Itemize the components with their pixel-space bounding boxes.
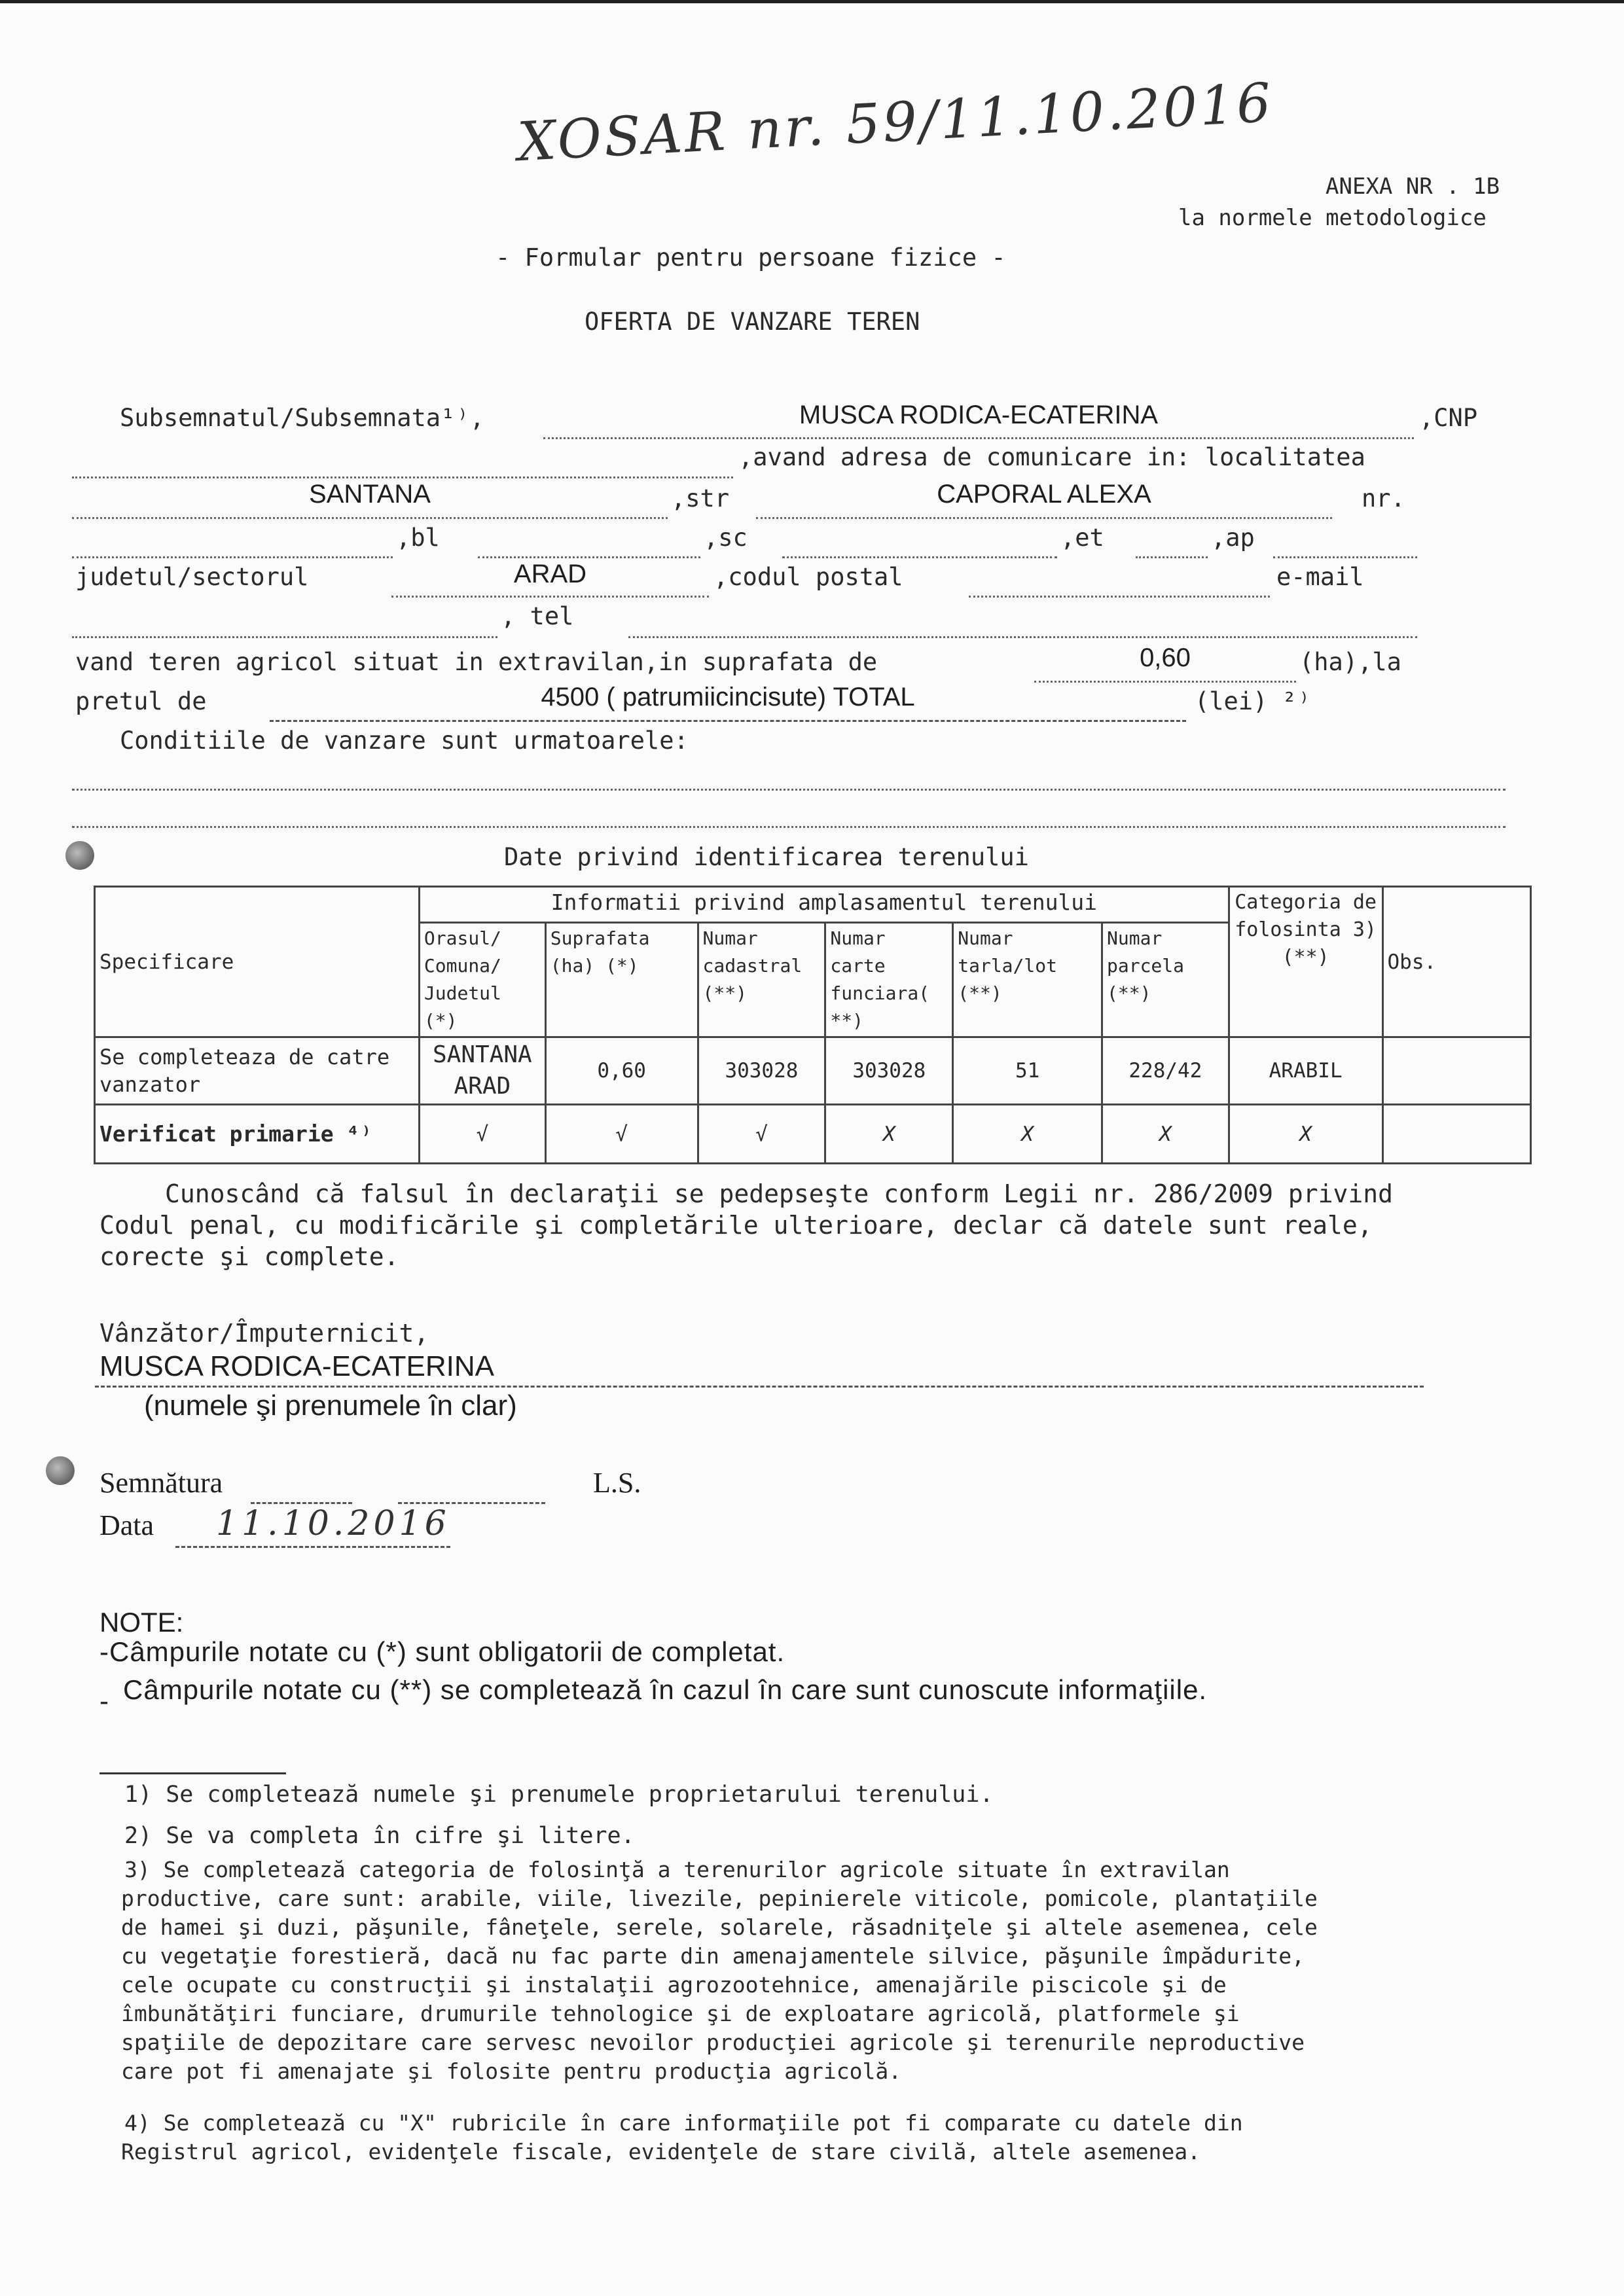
localitatea-field-line (72, 517, 668, 519)
header-obs: Obs. (1382, 887, 1530, 1037)
footnote-separator (99, 1772, 286, 1774)
email-field-line (72, 636, 497, 638)
footnote-4-line-2: Registrul agricol, evidenţele fiscale, evidenţele de stare civilă, altele asemenea. (121, 2139, 1201, 2164)
footnote-1: 1) Se completează numele şi prenumele proprietarului terenului. (124, 1782, 994, 1808)
seller-name-value: MUSCA RODICA-ECATERINA (799, 401, 1159, 429)
label-ha-la: (ha),la (1299, 648, 1401, 676)
cell-orasul: SANTANA ARAD (419, 1037, 545, 1105)
row-vanzator-label: Se completeaza de catre vanzator (95, 1037, 420, 1105)
x-mark-carte-funciara: X (825, 1105, 953, 1164)
cell-parcela: 228/42 (1102, 1037, 1229, 1105)
strada-value: CAPORAL ALEXA (937, 480, 1151, 509)
suprafata-value: 0,60 (1140, 643, 1191, 672)
footnote-3-line-4: cu vegetaţie forestieră, dacă nu fac parte din amenajamentele silvice, păşunile împădurite, (121, 1943, 1305, 1969)
notes-line-2: Câmpurile notate cu (**) se completează în cazul în care sunt cunoscute informaţiile. (123, 1674, 1208, 1705)
localitatea-value: SANTANA (309, 480, 431, 509)
judet-field-line (391, 596, 709, 598)
header-parcela: Numar parcela (**) (1102, 923, 1229, 1037)
label-codul-postal: ,codul postal (713, 563, 903, 591)
footnote-3-line-3: de hamei şi duzi, păşunile, fâneţele, serele, solarele, răsadniţele şi altele asemenea, cele (121, 1914, 1318, 1940)
label-bl: ,bl (396, 524, 440, 552)
cell-tarla-lot: 51 (953, 1037, 1102, 1105)
notes-title: NOTE: (99, 1607, 184, 1638)
nr-field-line (72, 556, 393, 558)
section-title: Date privind identificarea terenului (504, 843, 1029, 871)
cnp-field-line (72, 476, 733, 478)
header-orasul: Orasul/ Comuna/ Judetul (*) (419, 923, 545, 1037)
declaration-line-1: Cunoscând că falsul în declaraţii se pedepseşte conform Legii nr. 286/2009 privind (165, 1179, 1393, 1208)
cell-obs (1382, 1037, 1530, 1105)
x-mark-tarla: X (953, 1105, 1102, 1164)
notes-dash: - (99, 1685, 109, 1716)
header-tarla-lot: Numar tarla/lot (**) (953, 923, 1102, 1037)
form-subtitle: - Formular pentru persoane fizice - (496, 243, 1006, 272)
data-handwritten-value: 11.10.2016 (216, 1504, 450, 1543)
cell-obs-primarie (1382, 1105, 1530, 1164)
notes-line-1: -Câmpurile notate cu (*) sunt obligatorii de completat. (99, 1636, 785, 1667)
label-str: ,str (671, 484, 730, 512)
label-nr: nr. (1362, 484, 1405, 512)
judet-value: ARAD (513, 560, 587, 588)
footnote-4-line-1: 4) Se completează cu "X" rubricile în care informaţiile pot fi comparate cu datele din (124, 2110, 1243, 2136)
footnote-2: 2) Se va completa în cifre şi litere. (124, 1823, 635, 1849)
pret-field-line (270, 720, 1186, 722)
header-nr-cadastral: Numar cadastral (**) (698, 923, 825, 1037)
ls-label: L.S. (593, 1467, 641, 1499)
check-mark-cadastral: √ (698, 1105, 825, 1164)
ap-field-line (1273, 556, 1417, 558)
footnote-3-line-2: productive, care sunt: arabile, viile, livezile, pepinierele viticole, pomicole, plantaţiile (121, 1886, 1318, 1911)
footnote-3-line-6: îmbunătăţiri funciare, drumurile tehnologice şi de exploatare agricolă, platformele şi (121, 2001, 1240, 2026)
x-mark-parcela: X (1102, 1105, 1229, 1164)
signatory-label: Vânzător/Împuternicit, (99, 1319, 429, 1348)
label-lei: (lei) ²⁾ (1195, 687, 1312, 715)
label-email: e-mail (1276, 563, 1364, 591)
label-conditii: Conditiile de vanzare sunt urmatoarele: (120, 726, 689, 755)
conditii-field-line-2 (72, 826, 1506, 828)
semnatura-label: Semnătura (99, 1467, 223, 1499)
cell-nr-cadastral: 303028 (698, 1037, 825, 1105)
signatory-caption: (numele şi prenumele în clar) (144, 1390, 517, 1422)
label-vand-teren: vand teren agricol situat in extravilan,in suprafata de (75, 648, 878, 676)
punch-hole-top (65, 841, 94, 870)
declaration-line-3: corecte şi complete. (99, 1242, 399, 1271)
x-mark-categoria: X (1229, 1105, 1382, 1164)
footnote-3-line-7: spaţiile de depozitare care servesc nevoilor producţiei agricole şi terenurile neproductive (121, 2030, 1305, 2055)
handwritten-registration: XOSAR nr. 59/11.10.2016 (516, 71, 1275, 174)
header-categoria: Categoria de folosinta 3) (**) (1229, 887, 1382, 1037)
label-et: ,et (1060, 524, 1104, 552)
name-field-line (543, 437, 1414, 439)
label-sc: ,sc (704, 524, 748, 552)
data-label: Data (99, 1509, 154, 1541)
label-judetul: judetul/sectorul (75, 563, 309, 591)
label-tel: , tel (501, 602, 574, 630)
footnote-3-line-5: cele ocupate cu construcţii şi instalaţii agrozootehnice, amenajările piscicole şi de (121, 1972, 1227, 1998)
footnote-3-line-8: care pot fi amenajate şi folosite pentru producţia agricolă. (121, 2058, 902, 2084)
label-subsemnatul: Subsemnatul/Subsemnata¹⁾, (120, 404, 484, 432)
sc-field-line (782, 556, 1057, 558)
cell-categoria: ARABIL (1229, 1037, 1382, 1105)
cell-suprafata: 0,60 (545, 1037, 698, 1105)
annex-subtitle: la normele metodologice (1178, 205, 1487, 231)
label-adresa: ,avand adresa de comunicare in: localitatea (738, 443, 1365, 471)
header-carte-funciara: Numar carte funciara( **) (825, 923, 953, 1037)
signatory-name: MUSCA RODICA-ECATERINA (99, 1350, 495, 1382)
label-pretul: pretul de (75, 687, 207, 715)
form-title: OFERTA DE VANZARE TEREN (585, 308, 920, 336)
annex-number: ANEXA NR . 1B (1326, 173, 1500, 200)
pret-value: 4500 ( patrumiicincisute) TOTAL (541, 683, 915, 711)
cell-carte-funciara: 303028 (825, 1037, 953, 1105)
declaration-line-2: Codul penal, cu modificările şi completările ulterioare, declar că datele sunt reale, (99, 1211, 1373, 1240)
label-cnp: ,CNP (1419, 404, 1478, 432)
signatory-name-line (95, 1386, 1424, 1388)
conditii-field-line-1 (72, 789, 1506, 791)
codul-postal-field-line (969, 596, 1270, 598)
header-specificare: Specificare (95, 887, 420, 1037)
scan-top-edge (0, 0, 1624, 3)
strada-field-line (756, 517, 1332, 519)
land-identification-table (94, 886, 1532, 1164)
data-line (175, 1546, 450, 1548)
et-field-line (1136, 556, 1208, 558)
label-ap: ,ap (1211, 524, 1255, 552)
check-mark-suprafata: √ (545, 1105, 698, 1164)
footnote-3-line-1: 3) Se completează categoria de folosinţă a terenurilor agricole situate în extravilan (124, 1857, 1230, 1882)
punch-hole-bottom (46, 1456, 75, 1485)
row-primarie-label: Verificat primarie ⁴⁾ (95, 1105, 420, 1164)
bl-field-line (478, 556, 700, 558)
header-suprafata: Suprafata (ha) (*) (545, 923, 698, 1037)
tel-field-line (628, 636, 1417, 638)
header-amplasament: Informatii privind amplasamentul terenului (419, 887, 1229, 923)
check-mark-orasul: √ (419, 1105, 545, 1164)
